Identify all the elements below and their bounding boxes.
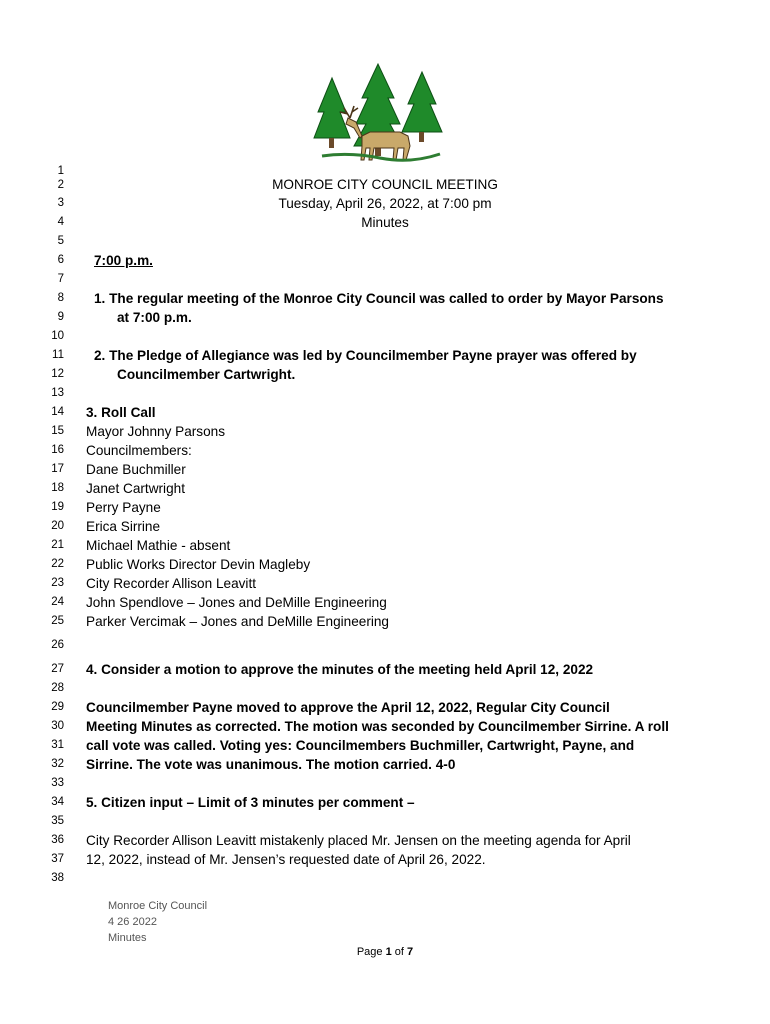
line-number: 33 <box>51 777 64 789</box>
line-number: 1 <box>57 165 64 177</box>
list-item: Mayor Johnny Parsons <box>86 424 226 439</box>
footer-line: 4 26 2022 <box>108 916 157 928</box>
citizen-line: 12, 2022, instead of Mr. Jensen’s requested date of April 26, 2022. <box>86 852 486 867</box>
list-item: Parker Vercimak – Jones and DeMille Engineering <box>86 614 389 629</box>
line-number: 8 <box>57 292 64 304</box>
line-number: 7 <box>57 273 64 285</box>
line-number: 27 <box>51 663 64 675</box>
line-number: 21 <box>51 539 64 551</box>
item4-heading: 4. Consider a motion to approve the minutes of the meeting held April 12, 2022 <box>86 662 594 677</box>
motion-line: call vote was called. Voting yes: Councilmembers Buchmiller, Cartwright, Payne, and <box>86 738 635 753</box>
list-item: Janet Cartwright <box>86 481 185 496</box>
line-number: 31 <box>51 739 64 751</box>
list-item: Public Works Director Devin Magleby <box>86 557 311 572</box>
line-number: 12 <box>51 368 64 380</box>
line-number: 6 <box>57 254 64 266</box>
list-item: Dane Buchmiller <box>86 462 186 477</box>
line-number: 28 <box>51 682 64 694</box>
line-number: 19 <box>51 501 64 513</box>
line-number: 29 <box>51 701 64 713</box>
line-number: 20 <box>51 520 64 532</box>
list-item: Erica Sirrine <box>86 519 161 534</box>
line-number: 38 <box>51 872 64 884</box>
item5-heading: 5. Citizen input – Limit of 3 minutes per comment – <box>86 795 415 810</box>
item1-line2: at 7:00 p.m. <box>117 310 192 325</box>
line-number: 10 <box>51 330 64 342</box>
line-number: 11 <box>52 349 64 361</box>
time-heading: 7:00 p.m. <box>94 253 153 268</box>
line-number: 2 <box>57 179 64 191</box>
list-item: City Recorder Allison Leavitt <box>86 576 256 591</box>
item1-line1: 1. The regular meeting of the Monroe City Council was called to order by Mayor Parsons <box>94 291 664 306</box>
page-current: 1 <box>385 946 392 958</box>
page-total: 7 <box>407 946 414 958</box>
meeting-title: MONROE CITY COUNCIL MEETING <box>272 177 498 192</box>
monroe-city-logo <box>310 62 445 168</box>
line-number: 16 <box>51 444 64 456</box>
line-number: 17 <box>51 463 64 475</box>
motion-line: Sirrine. The vote was unanimous. The motion carried. 4-0 <box>86 757 456 772</box>
line-number: 34 <box>51 796 64 808</box>
line-number: 4 <box>57 216 64 228</box>
item2-line2: Councilmember Cartwright. <box>117 367 296 382</box>
line-number: 35 <box>51 815 64 827</box>
list-item: Michael Mathie - absent <box>86 538 231 553</box>
line-number: 36 <box>51 834 64 846</box>
list-item: Councilmembers: <box>86 443 192 458</box>
line-number: 15 <box>51 425 64 437</box>
list-item: Perry Payne <box>86 500 161 515</box>
line-number: 25 <box>51 615 64 627</box>
line-number: 23 <box>51 577 64 589</box>
line-number: 32 <box>51 758 64 770</box>
line-number: 37 <box>51 853 64 865</box>
meeting-date: Tuesday, April 26, 2022, at 7:00 pm <box>278 196 492 211</box>
line-number: 26 <box>51 639 64 651</box>
line-number: 14 <box>51 406 64 418</box>
line-number: 30 <box>51 720 64 732</box>
motion-line: Councilmember Payne moved to approve the April 12, 2022, Regular City Council <box>86 700 610 715</box>
page-of: of <box>391 946 408 958</box>
item2-line1: 2. The Pledge of Allegiance was led by Councilmember Payne prayer was offered by <box>94 348 637 363</box>
line-number: 13 <box>51 387 64 399</box>
page-prefix: Page <box>356 946 386 958</box>
tree-right <box>402 72 442 142</box>
list-item: John Spendlove – Jones and DeMille Engineering <box>86 595 387 610</box>
footer-line: Minutes <box>108 932 147 944</box>
line-number: 24 <box>51 596 64 608</box>
footer-line: Monroe City Council <box>108 900 208 912</box>
line-number: 9 <box>57 311 64 323</box>
page-number <box>0 946 770 958</box>
line-number: 22 <box>51 558 64 570</box>
motion-line: Meeting Minutes as corrected. The motion was seconded by Councilmember Sirrine. A roll <box>86 719 669 734</box>
line-number: 3 <box>57 197 64 209</box>
line-number: 5 <box>57 235 64 247</box>
roll-call-heading: 3. Roll Call <box>86 405 156 420</box>
citizen-line: City Recorder Allison Leavitt mistakenly placed Mr. Jensen on the meeting agenda for April <box>86 833 631 848</box>
meeting-subtitle: Minutes <box>361 215 409 230</box>
line-number: 18 <box>51 482 64 494</box>
